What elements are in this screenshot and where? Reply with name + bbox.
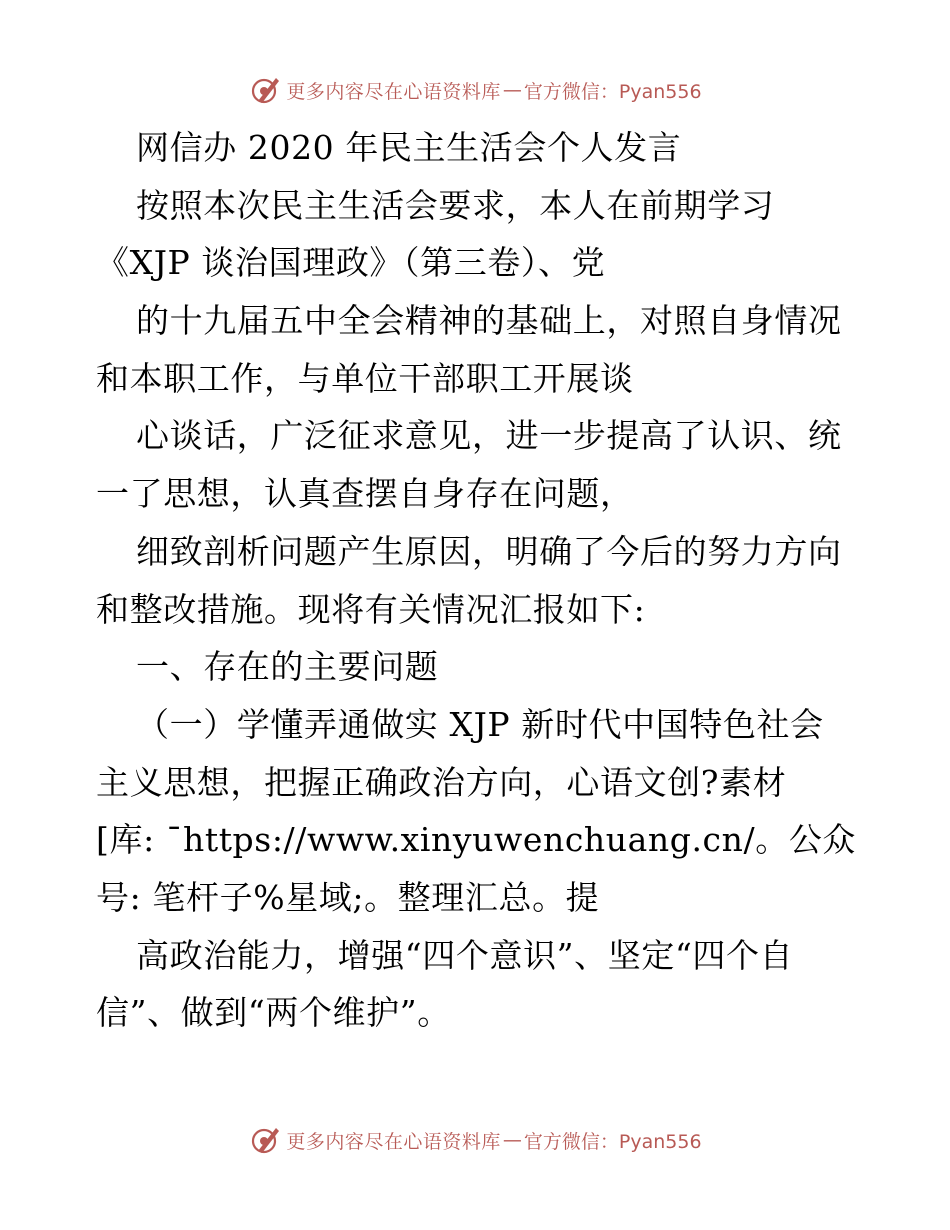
paragraph-line: 主义思想，把握正确政治方向，心语文创?素材 xyxy=(96,762,787,802)
section-heading: 一、存在的主要问题 xyxy=(136,647,439,687)
paragraph-line: 一了思想，认真查摆自身存在问题， xyxy=(96,474,634,514)
feather-pen-logo-icon xyxy=(248,1123,282,1157)
feather-pen-logo-icon xyxy=(248,73,282,107)
footer-watermark xyxy=(0,1120,950,1160)
header-watermark xyxy=(0,70,950,110)
watermark-wechat: 官方微信：Pyan556 xyxy=(523,80,702,103)
paragraph-line: 心谈话，广泛征求意见，进一步提高了认识、统 xyxy=(136,416,842,456)
paragraph-line: 和整改措施。现将有关情况汇报如下: xyxy=(96,589,646,629)
paragraph-line: 高政治能力，增强“四个意识”、坚定“四个自 xyxy=(136,935,794,975)
paragraph-line: 细致剖析问题产生原因，明确了今后的努力方向 xyxy=(136,531,842,571)
paragraph-line: 按照本次民主生活会要求，本人在前期学习 xyxy=(136,185,775,225)
watermark-separator: — xyxy=(502,1129,522,1151)
document-body xyxy=(96,119,856,1042)
watermark-separator: — xyxy=(502,79,522,101)
paragraph-line: 和本职工作，与单位干部职工开展谈 xyxy=(96,358,634,398)
watermark-wechat: 官方微信：Pyan556 xyxy=(523,1130,702,1153)
subsection-heading: （一）学懂弄通做实 XJP 新时代中国特色社会 xyxy=(136,704,824,744)
paragraph-line: 信”、做到“两个维护”。 xyxy=(96,993,451,1033)
paragraph-line: 《XJP 谈治国理政》（第三卷）、党 xyxy=(96,243,606,283)
paragraph-line: 号: 笔杆子%星域;。整理汇总。提 xyxy=(96,877,600,917)
document-title: 网信办 2020 年民主生活会个人发言 xyxy=(136,128,682,167)
paragraph-line: [库: ¯https://www.xinyuwenchuang.cn/。公众 xyxy=(96,820,857,860)
watermark-text: 更多内容尽在心语资料库 xyxy=(286,1130,501,1153)
paragraph-line: 的十九届五中全会精神的基础上，对照自身情况 xyxy=(136,301,842,341)
watermark-text: 更多内容尽在心语资料库 xyxy=(286,80,501,103)
